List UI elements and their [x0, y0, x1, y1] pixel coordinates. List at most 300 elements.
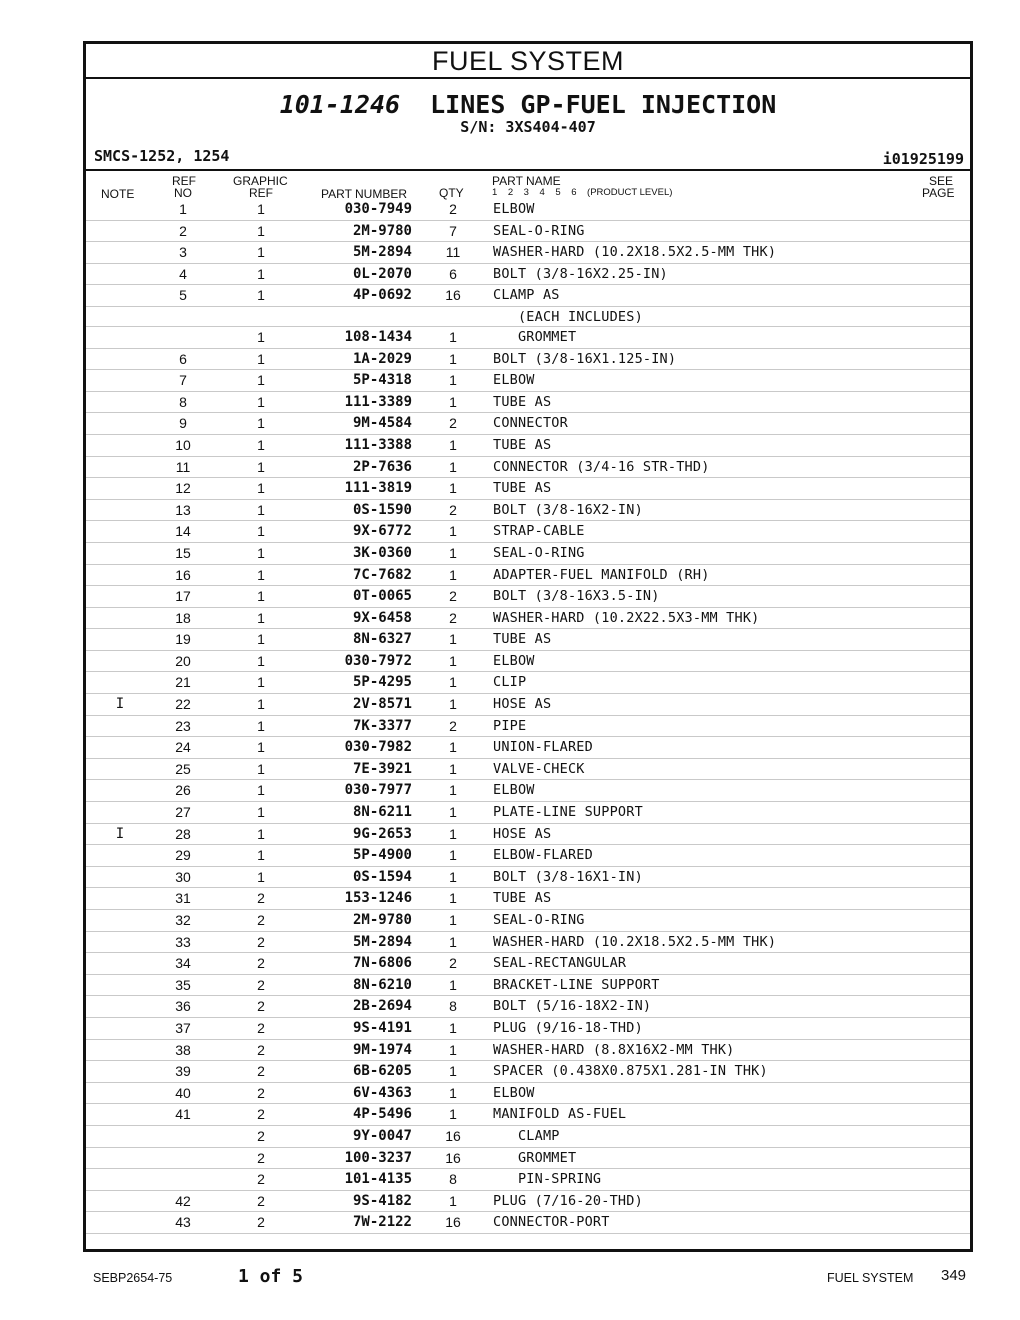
- col-header-qty: QTY: [439, 186, 464, 200]
- ref-no-cell: 39: [175, 1063, 191, 1080]
- parts-list-frame: [83, 41, 973, 1252]
- part-name-cell: CLAMP AS: [493, 287, 560, 304]
- table-row: [86, 737, 970, 759]
- part-name-cell: PLUG (7/16-20-THD): [493, 1192, 643, 1209]
- ref-no-cell: 5: [179, 287, 187, 304]
- part-name-cell: ELBOW: [493, 372, 535, 389]
- part-number-cell: 030-7949: [344, 201, 412, 217]
- table-row: [86, 1191, 970, 1213]
- qty-cell: 1: [449, 1106, 457, 1123]
- document-number: SEBP2654-75: [93, 1271, 173, 1285]
- part-number-cell: 5M-2894: [352, 933, 412, 950]
- part-name-cell: CONNECTOR (3/4-16 STR-THD): [493, 458, 710, 475]
- ref-no-cell: 29: [175, 847, 191, 864]
- part-number-cell: 101-4135: [344, 1171, 412, 1188]
- part-name-cell: TUBE AS: [493, 480, 552, 497]
- qty-cell: 7: [449, 222, 457, 239]
- graphic-ref-cell: 1: [257, 760, 265, 777]
- ref-no-cell: 9: [179, 415, 187, 432]
- qty-cell: 8: [449, 998, 457, 1015]
- parts-table: [86, 199, 970, 1234]
- part-name-cell: ELBOW: [493, 652, 535, 669]
- part-number-cell: 5P-4900: [352, 847, 412, 864]
- table-row: [86, 242, 970, 264]
- part-number-cell: 8N-6211: [352, 804, 412, 821]
- ref-no-cell: 32: [175, 912, 191, 928]
- qty-cell: 6: [449, 265, 457, 282]
- part-number-cell: 2M-9780: [352, 222, 412, 239]
- table-row: [86, 1148, 970, 1170]
- graphic-ref-cell: 1: [257, 674, 265, 691]
- ref-no-cell: 42: [175, 1192, 191, 1209]
- qty-cell: 2: [449, 501, 457, 518]
- part-number-cell: 3K-0360: [352, 544, 412, 561]
- part-number-cell: 8N-6210: [352, 976, 412, 993]
- qty-cell: 1: [449, 566, 457, 583]
- qty-cell: 2: [449, 588, 457, 605]
- table-row: [86, 500, 970, 522]
- qty-cell: 1: [449, 1063, 457, 1080]
- table-row: [86, 1083, 970, 1105]
- graphic-ref-cell: 2: [257, 1171, 265, 1188]
- graphic-ref-cell: 2: [257, 1149, 265, 1166]
- qty-cell: 2: [449, 415, 457, 432]
- ref-no-cell: 14: [175, 523, 191, 540]
- col-header-see-bottom: PAGE: [922, 186, 955, 200]
- part-number-cell: 1A-2029: [352, 350, 412, 367]
- part-name-cell: PLUG (9/16-18-THD): [493, 1019, 643, 1036]
- graphic-ref-cell: 1: [257, 372, 265, 389]
- note-cell: I: [115, 825, 125, 842]
- table-row: [86, 392, 970, 414]
- table-row: [86, 1040, 970, 1062]
- ref-no-cell: 11: [175, 458, 191, 475]
- qty-cell: 1: [449, 1019, 457, 1036]
- part-name-cell: SEAL-RECTANGULAR: [493, 955, 627, 972]
- section-title: FUEL SYSTEM: [86, 44, 970, 79]
- graphic-ref-cell: 2: [257, 933, 265, 950]
- part-number-cell: 9X-6772: [352, 523, 412, 540]
- part-number-cell: 153-1246: [344, 890, 412, 907]
- ref-no-cell: 24: [175, 739, 191, 756]
- graphic-ref-cell: 2: [257, 976, 265, 993]
- part-number-cell: 111-3388: [344, 436, 412, 453]
- graphic-ref-cell: 1: [257, 825, 265, 842]
- part-name-cell: ELBOW-FLARED: [493, 847, 593, 864]
- graphic-ref-cell: 1: [257, 631, 265, 648]
- graphic-ref-cell: 1: [257, 201, 265, 217]
- part-number-cell: 2M-9780: [352, 912, 412, 928]
- graphic-ref-cell: 1: [257, 244, 265, 261]
- graphic-ref-cell: 1: [257, 328, 265, 345]
- qty-cell: 1: [449, 1084, 457, 1101]
- col-header-graphic-bottom: REF: [249, 186, 273, 200]
- part-number-cell: 2V-8571: [352, 696, 412, 713]
- part-name-cell: CONNECTOR-PORT: [493, 1214, 610, 1231]
- qty-cell: 1: [449, 652, 457, 669]
- graphic-ref-cell: 2: [257, 1192, 265, 1209]
- ref-no-cell: 25: [175, 760, 191, 777]
- part-name-cell: BOLT (3/8-16X1.125-IN): [493, 350, 677, 367]
- ref-no-cell: 8: [179, 393, 187, 410]
- serial-number-range: S/N: 3XS404-407: [460, 118, 596, 136]
- part-number-cell: 6V-4363: [352, 1084, 412, 1101]
- table-row: [86, 1104, 970, 1126]
- part-number-cell: 7E-3921: [352, 760, 412, 777]
- graphic-ref-cell: 2: [257, 912, 265, 928]
- ref-no-cell: 23: [175, 717, 191, 734]
- ref-no-cell: 10: [175, 436, 191, 453]
- part-number-cell: 6B-6205: [352, 1063, 412, 1080]
- part-name-cell: GROMMET: [493, 328, 577, 345]
- ref-no-cell: 30: [175, 868, 191, 885]
- ref-no-cell: 34: [175, 955, 191, 972]
- qty-cell: 1: [449, 393, 457, 410]
- part-number-cell: 030-7972: [344, 652, 412, 669]
- part-name-cell: WASHER-HARD (8.8X16X2-MM THK): [493, 1041, 735, 1058]
- ref-no-cell: 12: [175, 480, 191, 497]
- qty-cell: 2: [449, 955, 457, 972]
- table-row: [86, 327, 970, 349]
- ref-no-cell: 17: [175, 588, 191, 605]
- part-number-cell: 2B-2694: [352, 998, 412, 1015]
- ref-no-cell: 15: [175, 544, 191, 561]
- part-number-cell: 7W-2122: [352, 1214, 412, 1231]
- table-row: [86, 932, 970, 954]
- part-number-cell: 5P-4318: [352, 372, 412, 389]
- part-number-cell: 7K-3377: [352, 717, 412, 734]
- part-name-cell: WASHER-HARD (10.2X22.5X3-MM THK): [493, 609, 760, 626]
- header-rule: [86, 169, 970, 171]
- graphic-ref-cell: 2: [257, 1063, 265, 1080]
- part-name-cell: (EACH INCLUDES): [493, 308, 643, 325]
- table-row: [86, 264, 970, 286]
- graphic-ref-cell: 2: [257, 1214, 265, 1231]
- part-number-cell: 0S-1590: [352, 501, 412, 518]
- ref-no-cell: 16: [175, 566, 191, 583]
- ref-no-cell: 31: [175, 890, 191, 907]
- graphic-ref-cell: 1: [257, 566, 265, 583]
- table-row: [86, 307, 970, 327]
- part-name-cell: BOLT (3/8-16X2.25-IN): [493, 265, 668, 282]
- ref-no-cell: 7: [179, 372, 187, 389]
- graphic-ref-cell: 1: [257, 782, 265, 799]
- part-name-cell: SPACER (0.438X0.875X1.281-IN THK): [493, 1063, 768, 1080]
- table-row: [86, 457, 970, 479]
- part-name-cell: HOSE AS: [493, 825, 552, 842]
- graphic-ref-cell: 1: [257, 458, 265, 475]
- graphic-ref-cell: 1: [257, 393, 265, 410]
- part-number-cell: 9M-4584: [352, 415, 412, 432]
- table-row: [86, 1018, 970, 1040]
- qty-cell: 1: [449, 933, 457, 950]
- part-number-cell: 030-7982: [344, 739, 412, 756]
- part-number-cell: 5M-2894: [352, 244, 412, 261]
- qty-cell: 1: [449, 804, 457, 821]
- graphic-ref-cell: 2: [257, 955, 265, 972]
- part-number-cell: 0T-0065: [352, 588, 412, 605]
- graphic-ref-cell: 1: [257, 804, 265, 821]
- part-name-cell: BOLT (5/16-18X2-IN): [493, 998, 652, 1015]
- part-name-cell: ELBOW: [493, 201, 535, 217]
- part-number-cell: 9G-2653: [352, 825, 412, 842]
- part-name-cell: ADAPTER-FUEL MANIFOLD (RH): [493, 566, 710, 583]
- part-number-cell: 7N-6806: [352, 955, 412, 972]
- col-header-note: NOTE: [101, 187, 135, 201]
- part-name-cell: BRACKET-LINE SUPPORT: [493, 976, 660, 993]
- col-header-ref-bottom: NO: [174, 186, 192, 200]
- qty-cell: 1: [449, 739, 457, 756]
- table-row: [86, 996, 970, 1018]
- table-row: [86, 285, 970, 307]
- table-row: [86, 1061, 970, 1083]
- graphic-ref-cell: 1: [257, 544, 265, 561]
- qty-cell: 1: [449, 372, 457, 389]
- part-number-cell: 111-3389: [344, 393, 412, 410]
- col-header-part-name: PART NAME: [492, 174, 561, 188]
- qty-cell: 1: [449, 868, 457, 885]
- table-row: [86, 1212, 970, 1234]
- part-name-cell: ELBOW: [493, 782, 535, 799]
- ref-no-cell: 22: [175, 696, 191, 713]
- table-row: [86, 565, 970, 587]
- qty-cell: 11: [445, 244, 461, 261]
- table-row: [86, 629, 970, 651]
- ref-no-cell: 13: [175, 501, 191, 518]
- part-number-cell: 9Y-0047: [352, 1127, 412, 1144]
- part-name-cell: WASHER-HARD (10.2X18.5X2.5-MM THK): [493, 244, 777, 261]
- graphic-ref-cell: 1: [257, 652, 265, 669]
- table-row: [86, 802, 970, 824]
- qty-cell: 16: [445, 287, 461, 304]
- graphic-ref-cell: 2: [257, 1106, 265, 1123]
- table-row: [86, 586, 970, 608]
- page-number: 349: [941, 1267, 967, 1284]
- col-header-part-number: PART NUMBER: [321, 187, 408, 201]
- part-number-cell: 2P-7636: [352, 458, 412, 475]
- part-name-cell: HOSE AS: [493, 696, 552, 713]
- part-name-cell: VALVE-CHECK: [493, 760, 585, 777]
- part-name-cell: STRAP-CABLE: [493, 523, 585, 540]
- part-name-cell: SEAL-O-RING: [493, 544, 585, 561]
- col-header-graphic-top: GRAPHIC: [233, 174, 288, 188]
- graphic-ref-cell: 2: [257, 1127, 265, 1144]
- qty-cell: 2: [449, 609, 457, 626]
- part-name-cell: PIN-SPRING: [493, 1171, 602, 1188]
- table-row: [86, 672, 970, 694]
- graphic-ref-cell: 1: [257, 480, 265, 497]
- part-name-cell: UNION-FLARED: [493, 739, 593, 756]
- part-name-cell: PLATE-LINE SUPPORT: [493, 804, 643, 821]
- table-row: [86, 910, 970, 932]
- part-number-cell: 9X-6458: [352, 609, 412, 626]
- qty-cell: 2: [449, 717, 457, 734]
- qty-cell: 1: [449, 890, 457, 907]
- graphic-ref-cell: 2: [257, 1019, 265, 1036]
- qty-cell: 1: [449, 1041, 457, 1058]
- table-row: [86, 694, 970, 716]
- table-row: [86, 651, 970, 673]
- ref-no-cell: 28: [175, 825, 191, 842]
- table-row: [86, 953, 970, 975]
- part-number-cell: 5P-4295: [352, 674, 412, 691]
- graphic-ref-cell: 2: [257, 1084, 265, 1101]
- part-name-cell: TUBE AS: [493, 890, 552, 907]
- table-row: [86, 370, 970, 392]
- qty-cell: 1: [449, 782, 457, 799]
- table-row: [86, 543, 970, 565]
- ref-no-cell: 26: [175, 782, 191, 799]
- part-number-cell: 0L-2070: [352, 265, 412, 282]
- graphic-ref-cell: 1: [257, 415, 265, 432]
- note-cell: I: [115, 696, 125, 713]
- table-row: [86, 1126, 970, 1148]
- part-name-cell: MANIFOLD AS-FUEL: [493, 1106, 627, 1123]
- ref-no-cell: 33: [175, 933, 191, 950]
- graphic-ref-cell: 1: [257, 350, 265, 367]
- group-heading: [86, 90, 970, 119]
- qty-cell: 1: [449, 350, 457, 367]
- illustration-id: i01925199: [882, 150, 964, 168]
- table-row: [86, 780, 970, 802]
- table-row: [86, 975, 970, 997]
- table-row: [86, 845, 970, 867]
- graphic-ref-cell: 1: [257, 847, 265, 864]
- group-name: LINES GP-FUEL INJECTION: [430, 90, 777, 119]
- qty-cell: 1: [449, 847, 457, 864]
- table-row: [86, 759, 970, 781]
- ref-no-cell: 41: [175, 1106, 191, 1123]
- table-row: [86, 824, 970, 846]
- ref-no-cell: 18: [175, 609, 191, 626]
- graphic-ref-cell: 1: [257, 287, 265, 304]
- table-row: [86, 521, 970, 543]
- qty-cell: 1: [449, 760, 457, 777]
- part-name-cell: CLIP: [493, 674, 527, 691]
- part-name-cell: ELBOW: [493, 1084, 535, 1101]
- graphic-ref-cell: 1: [257, 609, 265, 626]
- part-number-cell: 100-3237: [344, 1149, 412, 1166]
- part-name-cell: BOLT (3/8-16X1-IN): [493, 868, 643, 885]
- qty-cell: 16: [445, 1127, 461, 1144]
- graphic-ref-cell: 1: [257, 588, 265, 605]
- graphic-ref-cell: 1: [257, 501, 265, 518]
- ref-no-cell: 37: [175, 1019, 191, 1036]
- part-number-cell: 9S-4191: [352, 1019, 412, 1036]
- part-name-cell: BOLT (3/8-16X3.5-IN): [493, 588, 660, 605]
- part-number-cell: 108-1434: [344, 328, 412, 345]
- graphic-ref-cell: 1: [257, 868, 265, 885]
- part-name-cell: PIPE: [493, 717, 527, 734]
- ref-no-cell: 6: [179, 350, 187, 367]
- ref-no-cell: 36: [175, 998, 191, 1015]
- part-number-cell: 030-7977: [344, 782, 412, 799]
- table-row: [86, 199, 970, 221]
- qty-cell: 1: [449, 1192, 457, 1209]
- qty-cell: 1: [449, 458, 457, 475]
- part-name-cell: CLAMP: [493, 1127, 560, 1144]
- ref-no-cell: 4: [179, 265, 187, 282]
- part-number-cell: 7C-7682: [352, 566, 412, 583]
- footer-section-name: FUEL SYSTEM: [827, 1271, 914, 1285]
- part-name-cell: SEAL-O-RING: [493, 912, 585, 928]
- smcs-code: SMCS-1252, 1254: [94, 147, 230, 165]
- qty-cell: 1: [449, 696, 457, 713]
- part-number-cell: 9M-1974: [352, 1041, 412, 1058]
- table-row: [86, 435, 970, 457]
- graphic-ref-cell: 1: [257, 436, 265, 453]
- part-name-cell: SEAL-O-RING: [493, 222, 585, 239]
- qty-cell: 1: [449, 912, 457, 928]
- part-name-cell: TUBE AS: [493, 631, 552, 648]
- qty-cell: 16: [445, 1149, 461, 1166]
- part-name-cell: GROMMET: [493, 1149, 577, 1166]
- table-row: [86, 349, 970, 371]
- part-number-cell: 4P-0692: [352, 287, 412, 304]
- part-number-cell: 0S-1594: [352, 868, 412, 885]
- group-number: 101-1246: [279, 90, 401, 119]
- graphic-ref-cell: 2: [257, 998, 265, 1015]
- table-row: [86, 413, 970, 435]
- ref-no-cell: 38: [175, 1041, 191, 1058]
- table-row: [86, 478, 970, 500]
- ref-no-cell: 3: [179, 244, 187, 261]
- table-row: [86, 608, 970, 630]
- graphic-ref-cell: 1: [257, 696, 265, 713]
- col-header-see-top: SEE: [929, 174, 954, 188]
- part-name-cell: WASHER-HARD (10.2X18.5X2.5-MM THK): [493, 933, 777, 950]
- qty-cell: 1: [449, 480, 457, 497]
- table-row: [86, 1169, 970, 1191]
- ref-no-cell: 1: [179, 201, 187, 217]
- part-number-cell: 111-3819: [344, 480, 412, 497]
- qty-cell: 8: [449, 1171, 457, 1188]
- qty-cell: 2: [449, 201, 457, 217]
- ref-no-cell: 21: [175, 674, 191, 691]
- part-name-cell: TUBE AS: [493, 393, 552, 410]
- page-of: 1 of 5: [238, 1266, 304, 1287]
- graphic-ref-cell: 1: [257, 523, 265, 540]
- qty-cell: 1: [449, 976, 457, 993]
- graphic-ref-cell: 1: [257, 222, 265, 239]
- table-row: [86, 221, 970, 243]
- graphic-ref-cell: 2: [257, 1041, 265, 1058]
- qty-cell: 1: [449, 436, 457, 453]
- table-row: [86, 888, 970, 910]
- ref-no-cell: 40: [175, 1084, 191, 1101]
- table-row: [86, 867, 970, 889]
- ref-no-cell: 27: [175, 804, 191, 821]
- qty-cell: 1: [449, 523, 457, 540]
- qty-cell: 1: [449, 631, 457, 648]
- part-number-cell: 8N-6327: [352, 631, 412, 648]
- col-header-product-level: 1 2 3 4 5 6 (PRODUCT LEVEL): [492, 187, 673, 198]
- graphic-ref-cell: 2: [257, 890, 265, 907]
- ref-no-cell: 19: [175, 631, 191, 648]
- part-name-cell: BOLT (3/8-16X2-IN): [493, 501, 643, 518]
- part-number-cell: 4P-5496: [352, 1106, 412, 1123]
- part-name-cell: TUBE AS: [493, 436, 552, 453]
- qty-cell: 1: [449, 674, 457, 691]
- ref-no-cell: 20: [175, 652, 191, 669]
- qty-cell: 1: [449, 328, 457, 345]
- col-header-ref-top: REF: [172, 174, 196, 188]
- ref-no-cell: 35: [175, 976, 191, 993]
- ref-no-cell: 2: [179, 222, 187, 239]
- graphic-ref-cell: 1: [257, 739, 265, 756]
- qty-cell: 1: [449, 825, 457, 842]
- ref-no-cell: 43: [175, 1214, 191, 1231]
